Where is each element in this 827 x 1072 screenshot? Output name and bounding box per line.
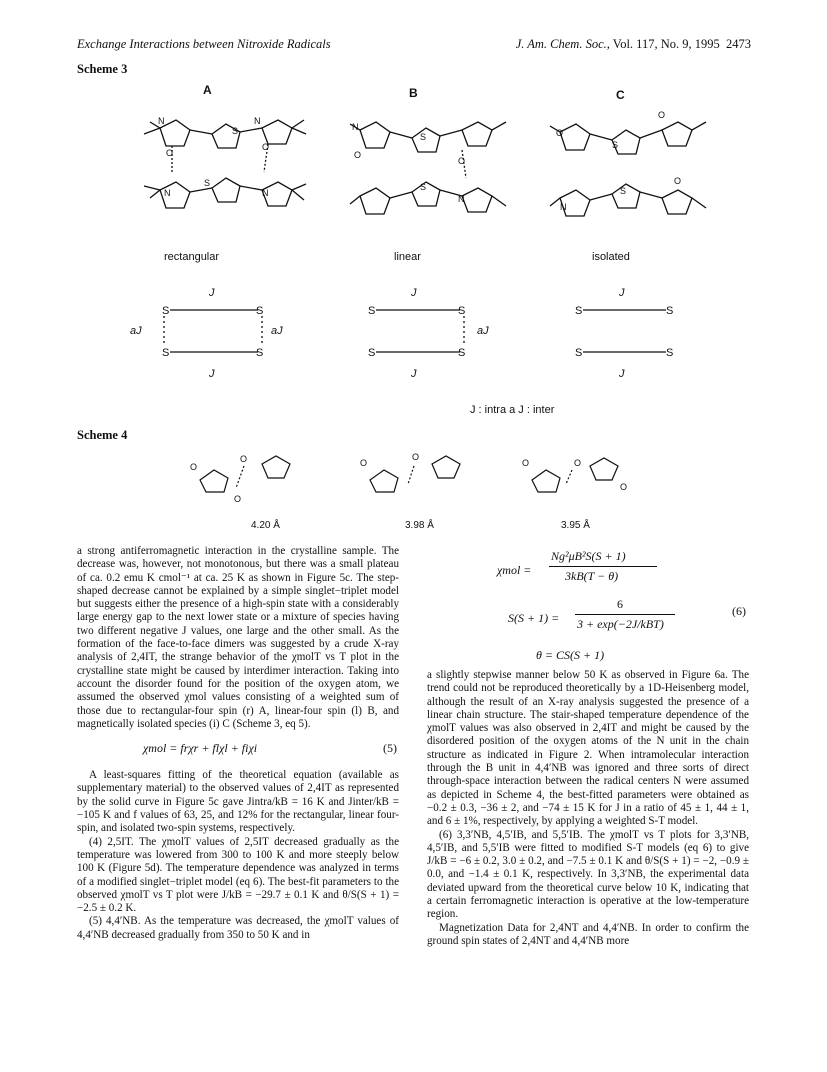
eq6-frac-bar-2 bbox=[575, 614, 675, 615]
aj-label-a-left: aJ bbox=[130, 325, 142, 337]
j-label-c-bottom: J bbox=[619, 368, 625, 380]
left-para-2: A least-squares fitting of the theoretical equation (available as supplementary material) to the observed values of 2,4IT as represented by the solid curve in Figure 5c gave Jintra/kB = 16 K and Jinter/kB = −105 K and f values of 63, 25, and 12% for the rectangular, linear four-spin, and isolated two-spin systems, respectively. bbox=[77, 769, 399, 835]
svg-text:O: O bbox=[412, 452, 420, 462]
left-para-3: (4) 2,5IT. The χmolT values of 2,5IT decreased gradually as the temperature was lowered from 300 to 100 K and more steeply below 100 K (Figure 5d). The temperature dependence was analyzed in terms of a modified singlet−triplet model (eq 6). The best-fit parameters to the observed χmolT vs T plot were J/kB = −29.7 ± 0.1 K and θ/S(S + 1) = −2.5 ± 0.2 K. bbox=[77, 835, 399, 915]
svg-text:S: S bbox=[620, 186, 627, 196]
svg-text:O: O bbox=[658, 110, 666, 120]
spin-s-a3: S bbox=[162, 347, 170, 359]
eq6-chi-lhs: χmol = bbox=[497, 563, 532, 577]
spin-s-a4: S bbox=[256, 347, 264, 359]
molecule-b-bottom bbox=[350, 182, 506, 214]
svg-text:O: O bbox=[166, 148, 174, 158]
scheme3-letter-c: C bbox=[616, 88, 625, 102]
svg-text:O: O bbox=[458, 156, 466, 166]
caption-rectangular: rectangular bbox=[164, 251, 220, 263]
scheme4-structures bbox=[170, 446, 630, 510]
spin-s-c3: S bbox=[575, 347, 583, 359]
svg-text:N: N bbox=[458, 194, 465, 204]
svg-text:N: N bbox=[164, 188, 171, 198]
spin-s-b1: S bbox=[368, 305, 376, 317]
spin-s-b3: S bbox=[368, 347, 376, 359]
equation-6-number: (6) bbox=[732, 604, 746, 618]
eq6-s-lhs: S(S + 1) = bbox=[508, 611, 560, 625]
left-para-1: a strong antiferromagnetic interaction in the crystalline sample. The decrease was, however, not monotonous, but there was a small plateau of ca. 0.2 emu K cmol⁻¹ at ca. 25 K as shown in Figure 5c. The step-shaped decrease cannot be explained by a simple singlet−triplet model but suggests either the presence of a high-spin state with a considerably large energy gap to the next lower state or a mixture of species having two different negative J values, one large and the other small. As the formation of the face-to-face dimers was suggested by a crude X-ray analysis of 2,4IT, the strange behavior of the χmolT vs T plot in the crystalline state might be caused by interdimer interaction. Taking into account the disorder found for the position of the oxygen atom, we assumed the observed χmol values consisting of a weighted sum of those due to rectangular-four spin (r) A, linear-four spin (l) B, and magnetically isolated species (i) C (Scheme 3, eq 5). bbox=[77, 545, 399, 730]
spin-s-c4: S bbox=[666, 347, 674, 359]
svg-text:N: N bbox=[262, 188, 269, 198]
right-para-2: (6) 3,3′NB, 4,5′IB, and 5,5′IB. The χmolT vs T plots for 3,3′NB, 4,5′IB, and 5,5′IB were fitted to modified S-T models (eq 6) to give J/kB = −6 ± 0.2, 3.0 ± 0.2, and −7.5 ± 0.1 K and θ/S(S + 1) = −2, −0.9 ± 0.0, and −1.4 ± 0.1 K, respectively. In 3,3′NB, the experimental data deviated upward from the theoretical curve below 10 K, indicating that a certain ferromagnetic interaction is operative at the low-temperature region. bbox=[427, 828, 749, 921]
scheme3-title: Scheme 3 bbox=[77, 62, 128, 76]
aj-label-b: aJ bbox=[477, 325, 489, 337]
j-label-c-top: J bbox=[619, 287, 625, 299]
spin-s-a1: S bbox=[162, 305, 170, 317]
svg-text:S: S bbox=[232, 126, 239, 136]
spin-s-b2: S bbox=[458, 305, 466, 317]
equation-5-body: χmol = frχr + flχl + fiχi bbox=[143, 741, 258, 756]
journal-name: J. Am. Chem. Soc., bbox=[515, 37, 610, 51]
left-para-4: (5) 4,4′NB. As the temperature was decreased, the χmolT values of 4,4′NB decreased gradually from 350 to 50 K and in bbox=[77, 915, 399, 941]
eq6-chi-num: Ng²μB²S(S + 1) bbox=[551, 549, 626, 563]
spin-s-b4: S bbox=[458, 347, 466, 359]
svg-text:N: N bbox=[560, 202, 567, 212]
scheme3-legend: J : intra a J : inter bbox=[470, 404, 555, 416]
svg-text:S: S bbox=[204, 178, 211, 188]
svg-text:N: N bbox=[254, 116, 261, 126]
svg-text:O: O bbox=[190, 462, 198, 472]
spin-s-a2: S bbox=[256, 305, 264, 317]
svg-text:O: O bbox=[360, 458, 368, 468]
svg-text:S: S bbox=[612, 140, 619, 150]
svg-text:N: N bbox=[352, 122, 359, 132]
scheme4-title: Scheme 4 bbox=[77, 428, 128, 442]
svg-text:O: O bbox=[234, 494, 242, 504]
right-para-3: Magnetization Data for 2,4NT and 4,4′NB. In order to confirm the ground spin states of 2,4NT and 4,4′NB more bbox=[427, 921, 749, 947]
aj-label-a-right: aJ bbox=[271, 325, 283, 337]
right-column bbox=[427, 669, 749, 948]
svg-text:O: O bbox=[262, 142, 270, 152]
journal-volume: Vol. 117, No. 9, 1995 bbox=[612, 37, 720, 51]
scheme3-letter-b: B bbox=[409, 86, 418, 100]
eq6-frac-bar-1 bbox=[549, 566, 657, 567]
j-label-b-top: J bbox=[411, 287, 417, 299]
eq6-s-den: 3 + exp(−2J/kBT) bbox=[577, 617, 664, 631]
distance-2: 3.98 Å bbox=[405, 520, 434, 531]
equation-5 bbox=[77, 733, 399, 767]
caption-isolated: isolated bbox=[592, 251, 630, 263]
molecule-c-top bbox=[550, 122, 706, 154]
running-head-title: Exchange Interactions between Nitroxide Radicals bbox=[77, 37, 331, 51]
molecule-c-bottom bbox=[550, 184, 706, 216]
j-label-b-bottom: J bbox=[411, 368, 417, 380]
molecule-b-top bbox=[350, 122, 506, 152]
distance-1: 4.20 Å bbox=[251, 520, 280, 531]
svg-text:S: S bbox=[420, 182, 427, 192]
svg-text:O: O bbox=[674, 176, 682, 186]
distance-3: 3.95 Å bbox=[561, 520, 590, 531]
right-para-1: a slightly stepwise manner below 50 K as observed in Figure 6a. The trend could not be reproduced theoretically by a 1D-Heisenberg model, although the result of an X-ray analysis suggested the presence of a linear chain structure. The stair-shaped temperature dependence of the χmolT values was also observed in 2,4IT and might be caused by the disordered position of the oxygen atoms of the N unit in the chain structure as indicated in Figure 2. When intramolecular interaction through the B unit in 4,4′NB was ignored and three sorts of direct through-space interaction between the radical centers N were assumed as depicted in Scheme 4, the best-fitted parameters were obtained as −0.2 ± 0.3, −36 ± 2, and −74 ± 15 K for J in a ratio of 45 ± 1, 44 ± 1, and 6 ± 1%, respectively, by applying a weighted S-T model. bbox=[427, 669, 749, 828]
scheme3-letter-a: A bbox=[203, 83, 212, 97]
svg-text:O: O bbox=[240, 454, 248, 464]
svg-text:O: O bbox=[574, 458, 582, 468]
svg-text:S: S bbox=[420, 132, 427, 142]
molecule-a-top bbox=[144, 120, 306, 148]
svg-text:O: O bbox=[556, 128, 564, 138]
left-column bbox=[77, 545, 399, 942]
svg-text:N: N bbox=[158, 116, 165, 126]
equation-5-number: (5) bbox=[383, 741, 397, 756]
j-label-a-top: J bbox=[209, 287, 215, 299]
j-label-a-bottom: J bbox=[209, 368, 215, 380]
eq6-theta: θ = CS(S + 1) bbox=[536, 648, 605, 662]
svg-text:O: O bbox=[620, 482, 628, 492]
svg-text:O: O bbox=[354, 150, 362, 160]
spin-s-c2: S bbox=[666, 305, 674, 317]
eq6-chi-den: 3kB(T − θ) bbox=[565, 569, 619, 583]
svg-text:O: O bbox=[522, 458, 530, 468]
page-number: 2473 bbox=[726, 37, 751, 51]
caption-linear: linear bbox=[394, 251, 421, 263]
spin-s-c1: S bbox=[575, 305, 583, 317]
eq6-s-num: 6 bbox=[617, 597, 623, 611]
